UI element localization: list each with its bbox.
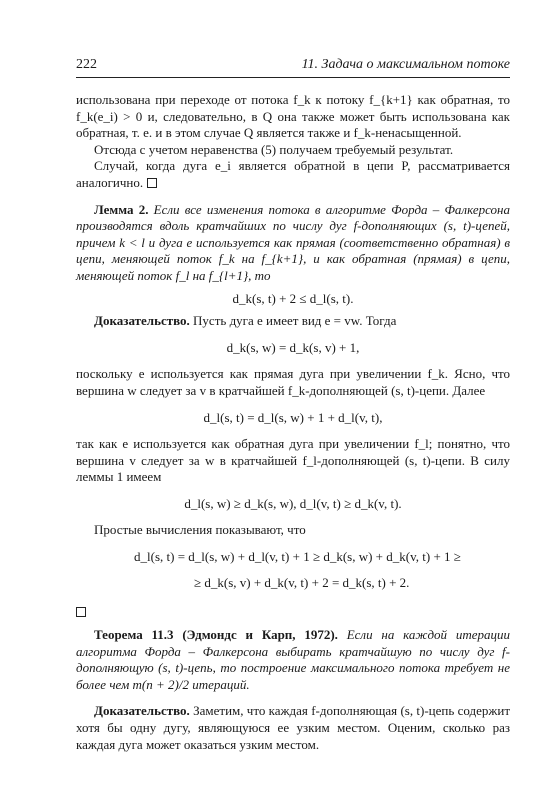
lemma-text: Если все изменения потока в алгоритме Форда – Фалкерсона производятся вдоль кратчайших по числу дуг f-дополняющих (s, t)-цепей, причем k < l и дуга e используется как прямая (соответственно обратная) в цепи, меняющей поток f_k на f_{k+1}, и как обратная (прямая) в цепи, меняющей поток f_l на f_{l+1}, то — [76, 201, 510, 283]
formula-3: d_l(s, t) = d_l(s, w) + 1 + d_l(v, t), — [203, 409, 383, 425]
paragraph-6: Простые вычисления показывают, что — [94, 522, 306, 538]
proof-1 — [76, 313, 510, 330]
formula-2: d_k(s, w) = d_k(s, v) + 1, — [226, 339, 360, 355]
paragraph-2: Отсюда с учетом неравенства (5) получаем требуемый результат. — [94, 141, 454, 157]
qed-square-icon — [76, 607, 86, 617]
proof-2-text: Заметим, что каждая f-дополняющая (s, t)-цепь содержит хотя бы одну дугу, являющуюся ее узким местом. Оценим, сколько раз каждая дуга может оказаться узким местом. — [76, 703, 510, 752]
qed-square-icon — [147, 178, 157, 188]
formula-4: d_l(s, w) ≥ d_k(s, w), d_l(v, t) ≥ d_k(v, t). — [184, 495, 402, 511]
theorem-label: Теорема 11.3 (Эдмондс и Карп, 1972). — [94, 627, 338, 643]
theorem-text: Если на каждой итерации алгоритма Форда – Фалкерсона выбирать кратчайшую по числу дуг f-дополняющую (s, t)-цепь, то построение максимального потока требует не более чем m(n + 2)/2 итераций. — [76, 627, 511, 692]
proof-1-text: Пусть дуга e имеет вид e = vw. Тогда — [193, 313, 397, 329]
formula-1: d_k(s, t) + 2 ≤ d_l(s, t). — [232, 290, 354, 306]
paragraph-1: использована при переходе от потока f_k к потоку f_{k+1} как обратная, то f_k(e_i) > 0 и, следовательно, в Q она также может быть использована как обратная, т. е. и в этом случае Q является также и f_k-ненасыщенной. — [76, 92, 510, 141]
paragraph-3-text: Случай, когда дуга e_i является обратной в цепи P, рассматривается аналогично. — [76, 158, 510, 190]
formula-5 — [76, 549, 510, 601]
theorem-11-3 — [76, 627, 510, 693]
running-header — [76, 57, 510, 73]
paragraph-3 — [76, 158, 510, 191]
paragraph-5: так как e используется как обратная дуга при увеличении f_l; понятно, что вершина v следует за w в кратчайшей f_l-дополняющей (s, t)-цепи. В силу леммы 1 имеем — [76, 436, 510, 485]
header-rule — [76, 77, 510, 78]
formula-5-line-1: d_l(s, t) = d_l(s, w) + d_l(v, t) + 1 ≥ d_k(s, w) + d_k(v, t) + 1 ≥ — [134, 549, 461, 565]
paragraph-4: поскольку e используется как прямая дуга при увеличении f_k. Ясно, что вершина w следует за v в кратчайшей f_k-дополняющей (s, t)-цепи. Далее — [76, 366, 510, 398]
proof-2-label: Доказательство. — [94, 703, 190, 719]
proof-2 — [76, 703, 510, 753]
page-number: 222 — [76, 57, 97, 72]
chapter-title: 11. Задача о максимальном потоке — [301, 57, 510, 72]
formula-5-line-2: ≥ d_k(s, v) + d_k(v, t) + 2 = d_k(s, t) + 2. — [194, 575, 410, 591]
proof-1-label: Доказательство. — [94, 313, 190, 329]
page-body — [76, 92, 510, 753]
lemma-label: Лемма 2. — [94, 201, 149, 217]
lemma-2 — [76, 202, 510, 285]
